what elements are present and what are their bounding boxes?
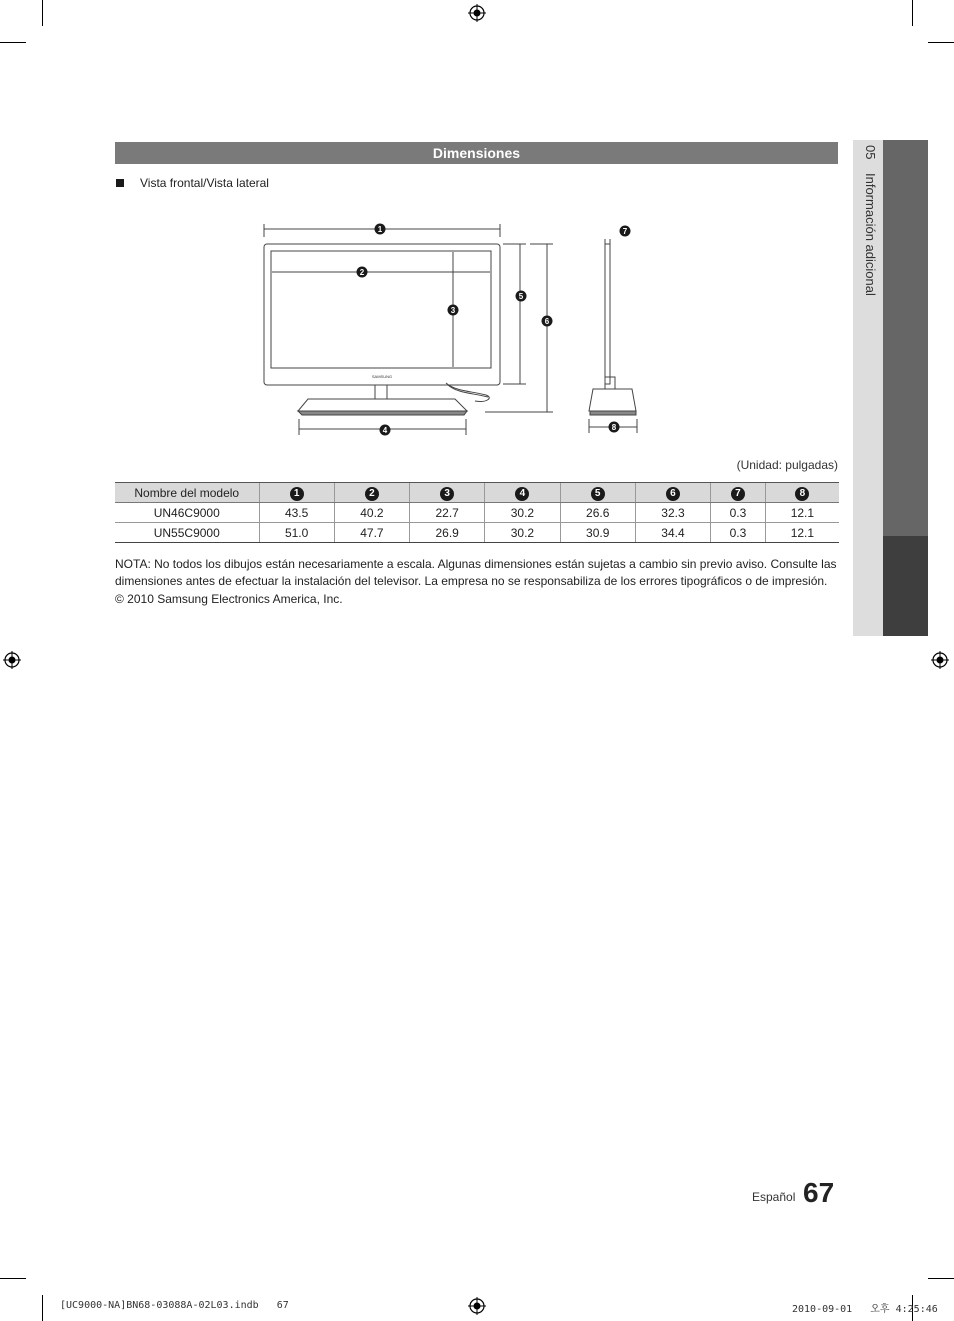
table-cell: 26.9: [410, 523, 485, 543]
table-cell: 32.3: [635, 503, 710, 523]
table-cell: 43.5: [259, 503, 334, 523]
view-label: Vista frontal/Vista lateral: [140, 176, 269, 190]
registration-mark-icon: [3, 651, 21, 669]
callout-7-icon: [620, 226, 631, 237]
side-tab-block-active: [883, 536, 928, 636]
column-marker-6: 6: [635, 483, 710, 503]
table-cell: 22.7: [410, 503, 485, 523]
language-label: Español: [752, 1190, 796, 1204]
callout-5-icon: [516, 291, 527, 302]
registration-mark-icon: [468, 4, 486, 22]
crop-mark: [42, 1295, 43, 1321]
registration-mark-icon: [468, 1297, 486, 1315]
table-cell: 51.0: [259, 523, 334, 543]
side-tab-block: [883, 140, 928, 536]
print-timestamp: 2010-09-01 오후 4:25:46: [792, 1304, 938, 1315]
crop-mark: [0, 1278, 26, 1279]
table-header-row: [115, 483, 839, 503]
table-row: [115, 503, 839, 523]
callout-1-icon: [375, 224, 386, 235]
table-cell: 26.6: [560, 503, 635, 523]
page-number: 67: [803, 1177, 835, 1208]
svg-text:3: 3: [450, 306, 456, 315]
dimensions-table: [115, 482, 839, 543]
table-cell: 34.4: [635, 523, 710, 543]
table-cell: 0.3: [711, 523, 766, 543]
callout-8-icon: [609, 422, 620, 433]
svg-text:6: 6: [544, 317, 550, 326]
disclaimer-note: NOTA: No todos los dibujos están necesariamente a escala. Algunas dimensiones están sujetas a cambio sin previo aviso. Consulte las dimensiones antes de efectuar la instalación del televisor. La empresa no se responsabiliza de los errores tipográficos o de impresión.: [115, 557, 837, 588]
svg-text:8: 8: [611, 423, 617, 432]
svg-text:2: 2: [359, 268, 365, 277]
crop-mark: [42, 0, 43, 26]
side-tab-label: [858, 145, 878, 445]
model-cell: UN46C9000: [115, 503, 259, 523]
table-cell: 30.9: [560, 523, 635, 543]
crop-mark: [928, 1278, 954, 1279]
table-cell: 12.1: [765, 523, 839, 543]
column-marker-5: 5: [560, 483, 635, 503]
callout-6-icon: [542, 316, 553, 327]
column-marker-4: 4: [485, 483, 560, 503]
svg-text:4: 4: [382, 426, 388, 435]
registration-mark-icon: [931, 651, 949, 669]
callout-2-icon: [357, 267, 368, 278]
table-cell: 12.1: [765, 503, 839, 523]
table-cell: 40.2: [334, 503, 409, 523]
crop-mark: [928, 42, 954, 43]
bullet-square-icon: [116, 179, 124, 187]
column-marker-2: 2: [334, 483, 409, 503]
callout-3-icon: [448, 305, 459, 316]
svg-text:7: 7: [622, 227, 628, 236]
table-cell: 47.7: [334, 523, 409, 543]
chapter-title: Información adicional: [863, 173, 878, 296]
svg-text:1: 1: [377, 225, 383, 234]
tv-front-frame: [264, 244, 500, 385]
column-marker-7: 7: [711, 483, 766, 503]
table-cell: 0.3: [711, 503, 766, 523]
column-marker-1: 1: [259, 483, 334, 503]
section-title: Dimensiones: [115, 142, 838, 164]
table-cell: 30.2: [485, 523, 560, 543]
unit-label: (Unidad: pulgadas): [736, 458, 838, 472]
crop-mark: [912, 0, 913, 26]
brand-logo: SAMSUNG: [371, 374, 393, 379]
tv-dimension-diagram: [250, 215, 650, 440]
crop-mark: [0, 42, 26, 43]
copyright-text: © 2010 Samsung Electronics America, Inc.: [115, 592, 343, 606]
table-cell: 30.2: [485, 503, 560, 523]
column-marker-3: 3: [410, 483, 485, 503]
chapter-number: 05: [863, 145, 878, 160]
svg-text:5: 5: [518, 292, 524, 301]
model-column-header: Nombre del modelo: [115, 483, 259, 503]
column-marker-8: 8: [765, 483, 839, 503]
print-file-info: [UC9000-NA]BN68-03088A-02L03.indb 67: [60, 1300, 289, 1311]
callout-4-icon: [380, 425, 391, 436]
model-cell: UN55C9000: [115, 523, 259, 543]
table-row: [115, 523, 839, 543]
